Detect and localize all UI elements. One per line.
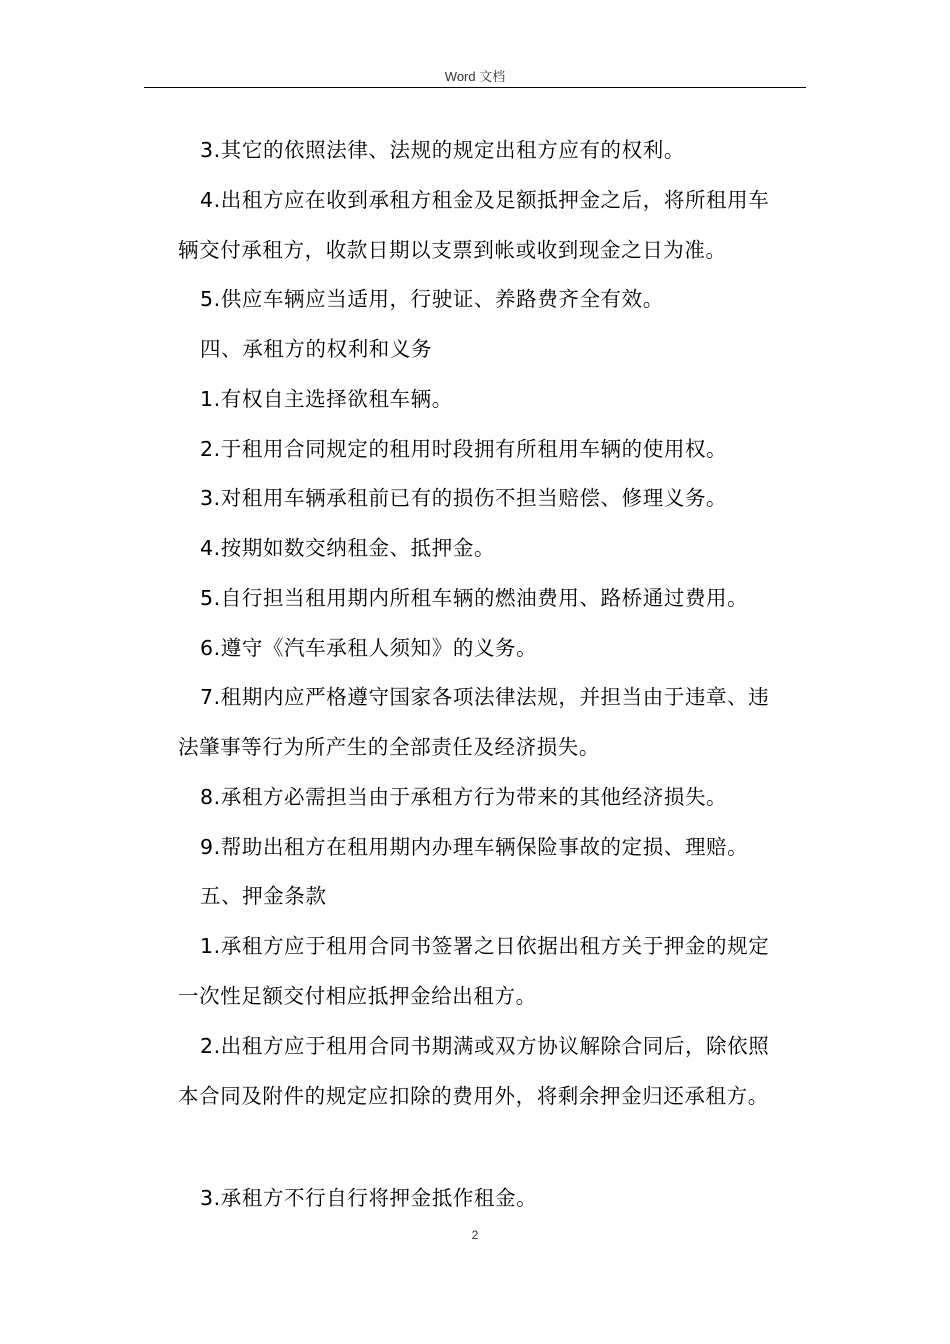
paragraph-line: 8.承租方必需担当由于承租方行为带来的其他经济损失。: [200, 785, 728, 809]
section-heading: 四、承租方的权利和义务: [200, 337, 433, 361]
paragraph-line: 辆交付承租方，收款日期以支票到帐或收到现金之日为准。: [178, 238, 727, 262]
paragraph-line: 4.按期如数交纳租金、抵押金。: [200, 536, 496, 560]
paragraph-line: 4.出租方应在收到承租方租金及足额抵押金之后，将所租用车: [200, 188, 770, 212]
section-heading: 五、押金条款: [200, 884, 327, 908]
paragraph-line: 2.出租方应于租用合同书期满或双方协议解除合同后，除依照: [200, 1034, 770, 1058]
paragraph-line: 5.自行担当租用期内所租车辆的燃油费用、路桥通过费用。: [200, 586, 749, 610]
paragraph-line: 7.租期内应严格遵守国家各项法律法规，并担当由于违章、违: [200, 685, 770, 709]
paragraph-line: 一次性足额交付相应抵押金给出租方。: [178, 984, 537, 1008]
paragraph-line: 法肇事等行为所产生的全部责任及经济损失。: [178, 735, 600, 759]
paragraph-line: 本合同及附件的规定应扣除的费用外，将剩余押金归还承租方。: [178, 1084, 769, 1108]
paragraph-line: 6.遵守《汽车承租人须知》的义务。: [200, 636, 538, 660]
header-divider: [144, 87, 806, 88]
paragraph-line: 3.承租方不行自行将押金抵作租金。: [200, 1186, 538, 1210]
page-number: 2: [471, 1228, 479, 1242]
paragraph-line: 3.对租用车辆承租前已有的损伤不担当赔偿、修理义务。: [200, 486, 728, 510]
paragraph-line: 1.有权自主选择欲租车辆。: [200, 387, 453, 411]
page-header: Word 文档: [444, 69, 506, 84]
paragraph-line: 3.其它的依照法律、法规的规定出租方应有的权利。: [200, 138, 685, 162]
paragraph-line: 1.承租方应于租用合同书签署之日依据出租方关于押金的规定: [200, 934, 770, 958]
paragraph-line: 2.于租用合同规定的租用时段拥有所租用车辆的使用权。: [200, 437, 728, 461]
paragraph-line: 9.帮助出租方在租用期内办理车辆保险事故的定损、理赔。: [200, 835, 749, 859]
paragraph-line: 5.供应车辆应当适用，行驶证、养路费齐全有效。: [200, 287, 664, 311]
